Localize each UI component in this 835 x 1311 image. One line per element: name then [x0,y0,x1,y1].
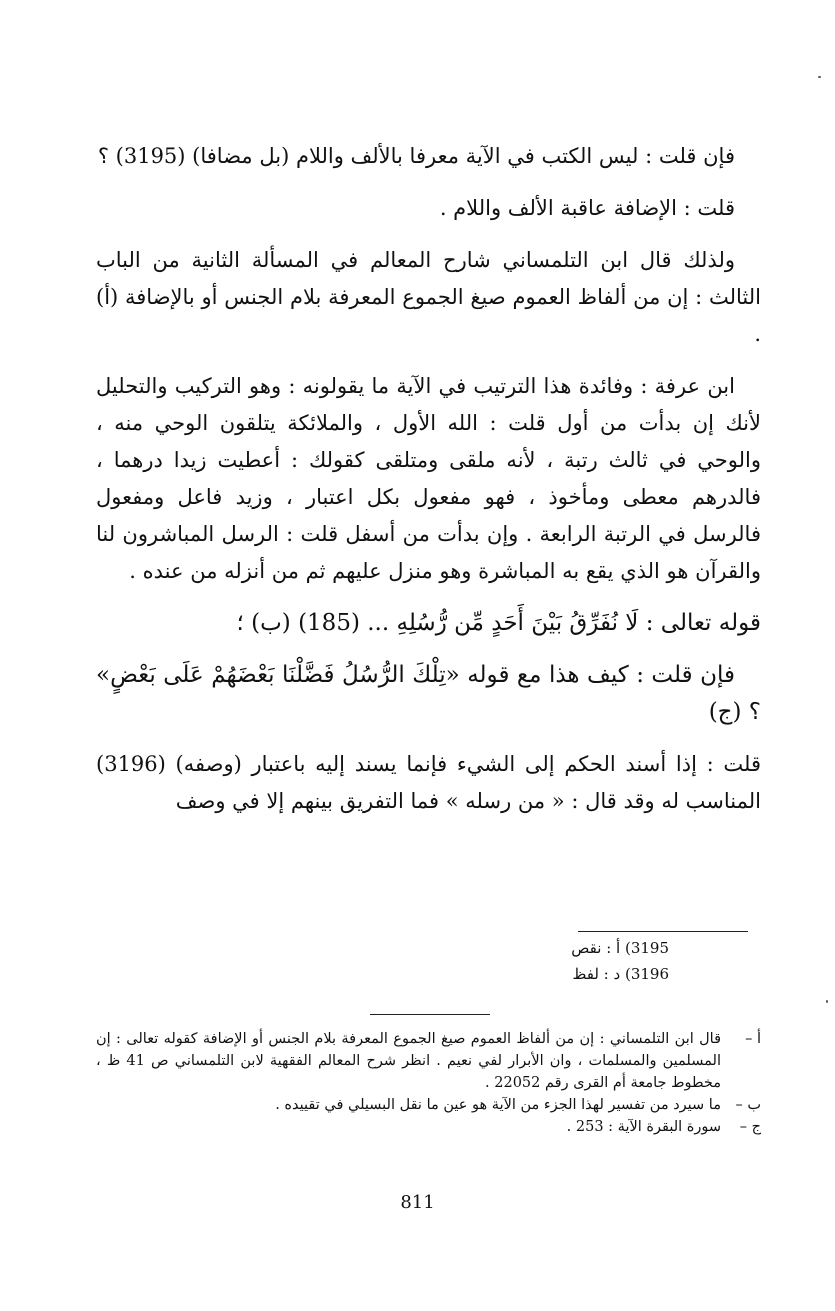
footnote-text: سورة البقرة الآية : 253 . [566,1119,721,1135]
variant-notes [96,935,761,987]
footnotes [96,1028,761,1138]
paragraph-question-2: فإن قلت : كيف هذا مع قوله «تِلْكَ الرُّسُلُ فَضَّلْنَا بَعْضَهُمْ عَلَى بَعْضٍ» ؟ (ج) [96,662,761,725]
paragraph-answer-2: قلت : إذا أسند الحكم إلى الشيء فإنما يسند إليه باعتبار (وصفه) (3196) المناسب له وقد قال : « من رسله » فما التفريق بينهم إلا في وصف [96,752,761,813]
footnote-mark: ب – [735,1097,761,1113]
footnote [96,1116,761,1138]
main-text [96,138,761,835]
paragraph-answer-1: قلت : الإضافة عاقبة الألف واللام . [439,196,735,220]
scan-speck [818,76,821,78]
variant-note: 3196) د : لفظ [572,965,669,983]
variant-notes-divider [578,931,748,932]
footnote-text: ما سيرد من تفسير لهذا الجزء من الآية هو عين ما نقل البسيلي في تقييده . [275,1097,721,1113]
paragraph-question-1: فإن قلت : ليس الكتب في الآية معرفا بالألف واللام (بل مضافا) (3195) ؟ [97,144,735,168]
paragraph-ibn-arafa: ابن عرفة : وفائدة هذا الترتيب في الآية ما يقولونه : وهو التركيب والتحليل لأنك إن بدأت من أول قلت : الله الأول ، والملائكة يتلقون الوحي منه ، والوحي في ثالث رتبة ، لأنه ملقى ومتلقى كقولك : أعطيت زيدا درهما ، فالدرهم معطى ومأخوذ ، فهو مفعول بكل اعتبار ، وزيد فاعل ومفعول فالرسل في الرتبة الرابعة . وإن بدأت من أسفل قلت : الرسل المباشرون لنا والقرآن هو الذي يقع به المباشرة وهو منزل عليهم ثم من أنزله من عنده . [96,374,761,583]
footnote-mark: ج – [739,1119,761,1135]
footnote-text: قال ابن التلمساني : إن من ألفاظ العموم صيغ الجموع المعرفة بلام الجنس أو الإضافة كقوله تعالى : إن المسلمين والمسلمات ، وان الأبرار لفي نعيم . انظر شرح المعالم الفقهية لابن التلمساني ص 41 ظ ، مخطوط جامعة أم القرى رقم 22052 . [96,1031,722,1091]
scan-speck [826,1000,828,1003]
footnote [96,1094,761,1116]
footnote-mark: أ – [745,1031,761,1047]
paragraph-tilimsani: ولذلك قال ابن التلمساني شارح المعالم في المسألة الثانية من الباب الثالث : إن من ألفاظ العموم صيغ الجموع المعرفة بلام الجنس أو بالإضافة (أ) . [96,248,761,346]
paragraph-verse: قوله تعالى : لَا نُفَرِّقُ بَيْنَ أَحَدٍ مِّن رُّسُلِهِ ... (185) (ب) ؛ [236,610,761,636]
footnote [96,1028,761,1094]
variant-note: 3195) أ : نقص [571,939,669,957]
footnotes-divider [370,1014,490,1015]
page-number: 811 [400,1192,435,1213]
